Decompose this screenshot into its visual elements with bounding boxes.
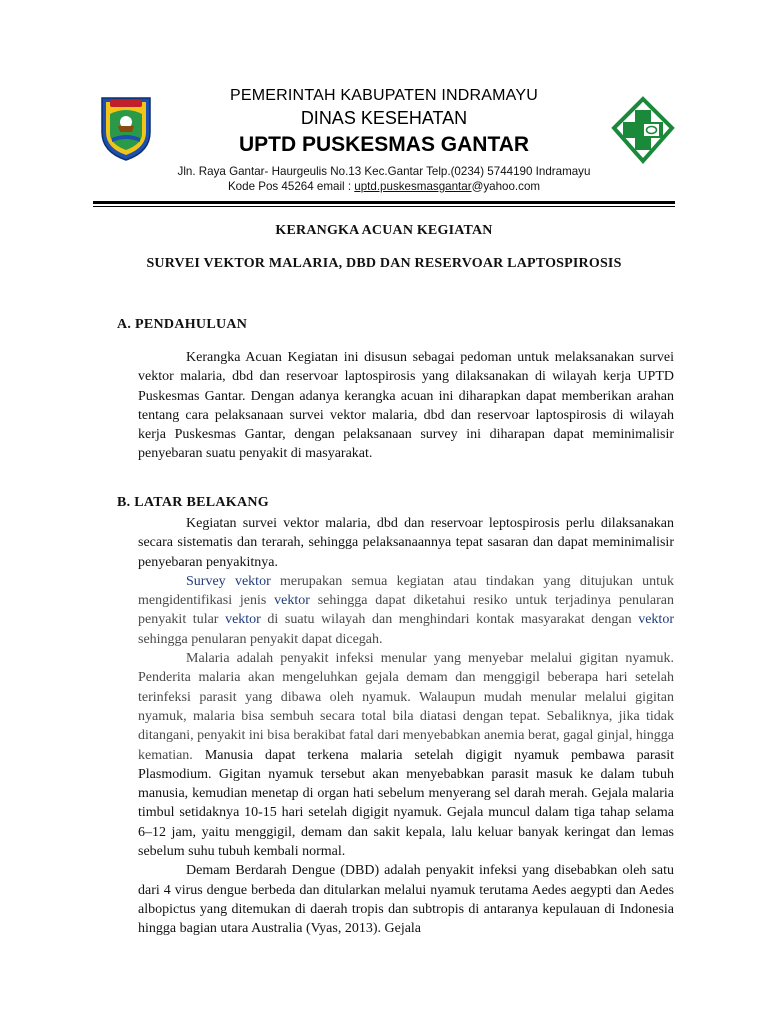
paragraph: Demam Berdarah Dengue (DBD) adalah penyakit infeksi yang disebabkan oleh satu dari 4 virus dengue berbeda dan ditularkan melalui nyamuk terutama Aedes aegypti dan Aedes albopictus yang ditemukan di daerah tropis dan subtropis di antaranya kepulauan di Indonesia hingga bagian utara Australia (Vyas, 2013). Gejala <box>138 863 674 937</box>
letterhead <box>160 86 608 158</box>
section-a-body <box>138 348 674 464</box>
section-a-heading: A. PENDAHULUAN <box>117 317 248 332</box>
letterhead-divider-thin <box>93 206 675 207</box>
paragraph <box>138 649 674 861</box>
letterhead-address <box>100 164 668 194</box>
link-text[interactable]: vektor <box>225 612 261 628</box>
section-b-heading: B. LATAR BELAKANG <box>117 495 269 510</box>
text-run: Manusia dapat terkena malaria setelah digigit nyamuk pembawa parasit Plasmodium. Gigitan nyamuk tersebut akan menyebabkan parasit masuk ke dalam tubuh manusia, kemudian menetap di organ hati sebelum menyerang sel darah merah. Gejala malaria timbul setidaknya 10-15 hari setelah digigit nyamuk. Gejala muncul dalam tiga tahap selama 6–12 jam, yaitu menggigil, demam dan sakit kepala, lalu keluar banyak keringat dan lemas sebelum suhu tubuh kembali normal. <box>138 747 674 860</box>
document-title: KERANGKA ACUAN KEGIATAN <box>275 223 493 238</box>
paragraph <box>138 572 674 649</box>
link-text[interactable]: vektor <box>638 612 674 628</box>
text-run: sehingga penularan penyakit dapat dicegah. <box>138 631 383 647</box>
link-text[interactable]: vektor <box>274 593 310 609</box>
paragraph: Kerangka Acuan Kegiatan ini disusun sebagai pedoman untuk melaksanakan survei vektor malaria, dbd dan reservoar laptospirosis yang dilaksanakan di wilayah kerja UPTD Puskesmas Gantar. Dengan adanya kerangka acuan ini diharapkan dapat memberikan arahan tentang cara pelaksanaan survei vektor malaria, dbd dan reservoar laptospirosis di wilayah kerja Puskesmas Gantar, dengan pelaksanaan survey ini diharapan dapat meminimalisir penyebaran suatu penyakit di masyarakat. <box>138 350 674 462</box>
government-name: PEMERINTAH KABUPATEN INDRAMAYU <box>230 87 538 104</box>
section-b-body <box>138 514 674 939</box>
link-text[interactable]: Survey vektor <box>186 573 271 589</box>
letterhead-divider-thick <box>93 201 675 204</box>
text-run: di suatu wilayah dan menghindari kontak masyarakat dengan <box>260 612 639 628</box>
institution-name: UPTD PUSKESMAS GANTAR <box>238 133 530 156</box>
document-subtitle: SURVEI VEKTOR MALARIA, DBD DAN RESERVOAR LAPTOSPIROSIS <box>146 256 622 271</box>
email-domain: @yahoo.com <box>471 180 541 193</box>
contact-line <box>100 179 668 194</box>
puskesmas-cross-icon <box>611 96 675 164</box>
email-link[interactable]: uptd.puskesmasgantar <box>354 180 472 193</box>
indramayu-crest-icon <box>98 92 154 162</box>
text-run: Malaria adalah penyakit infeksi menular yang menyebar melalui gigitan nyamuk. Penderita malaria akan mengeluhkan gejala demam dan menggigil beberapa hari setelah terinfeksi parasit yang dibawa oleh nyamuk. Walaupun mudah menular melalui gigitan nyamuk, malaria bisa sembuh secara total bila diatasi dengan tepat. Sebaliknya, jika tidak ditangani, penyakit ini bisa berakibat fatal dari menyebabkan anemia berat, gagal ginjal, hingga kematian. <box>138 651 674 763</box>
address-line: Jln. Raya Gantar- Haurgeulis No.13 Kec.Gantar Telp.(0234) 5744190 Indramayu <box>177 165 591 178</box>
text-run: merupakan semua kegiatan atau tindakan yang ditujukan untuk mengidentifikasi jenis <box>138 573 674 609</box>
paragraph: Kegiatan survei vektor malaria, dbd dan reservoar leptospirosis perlu dilaksanakan secara sistematis dan terarah, sehingga pelaksanaannya tepat sasaran dan dapat meminimalisir penyebaran penyakitnya. <box>138 516 674 570</box>
agency-name: DINAS KESEHATAN <box>300 108 468 128</box>
text-run: sehingga dapat diketahui resiko untuk terjadinya penularan penyakit tular <box>138 593 675 628</box>
postal-code-text: Kode Pos 45264 email : <box>227 180 355 193</box>
